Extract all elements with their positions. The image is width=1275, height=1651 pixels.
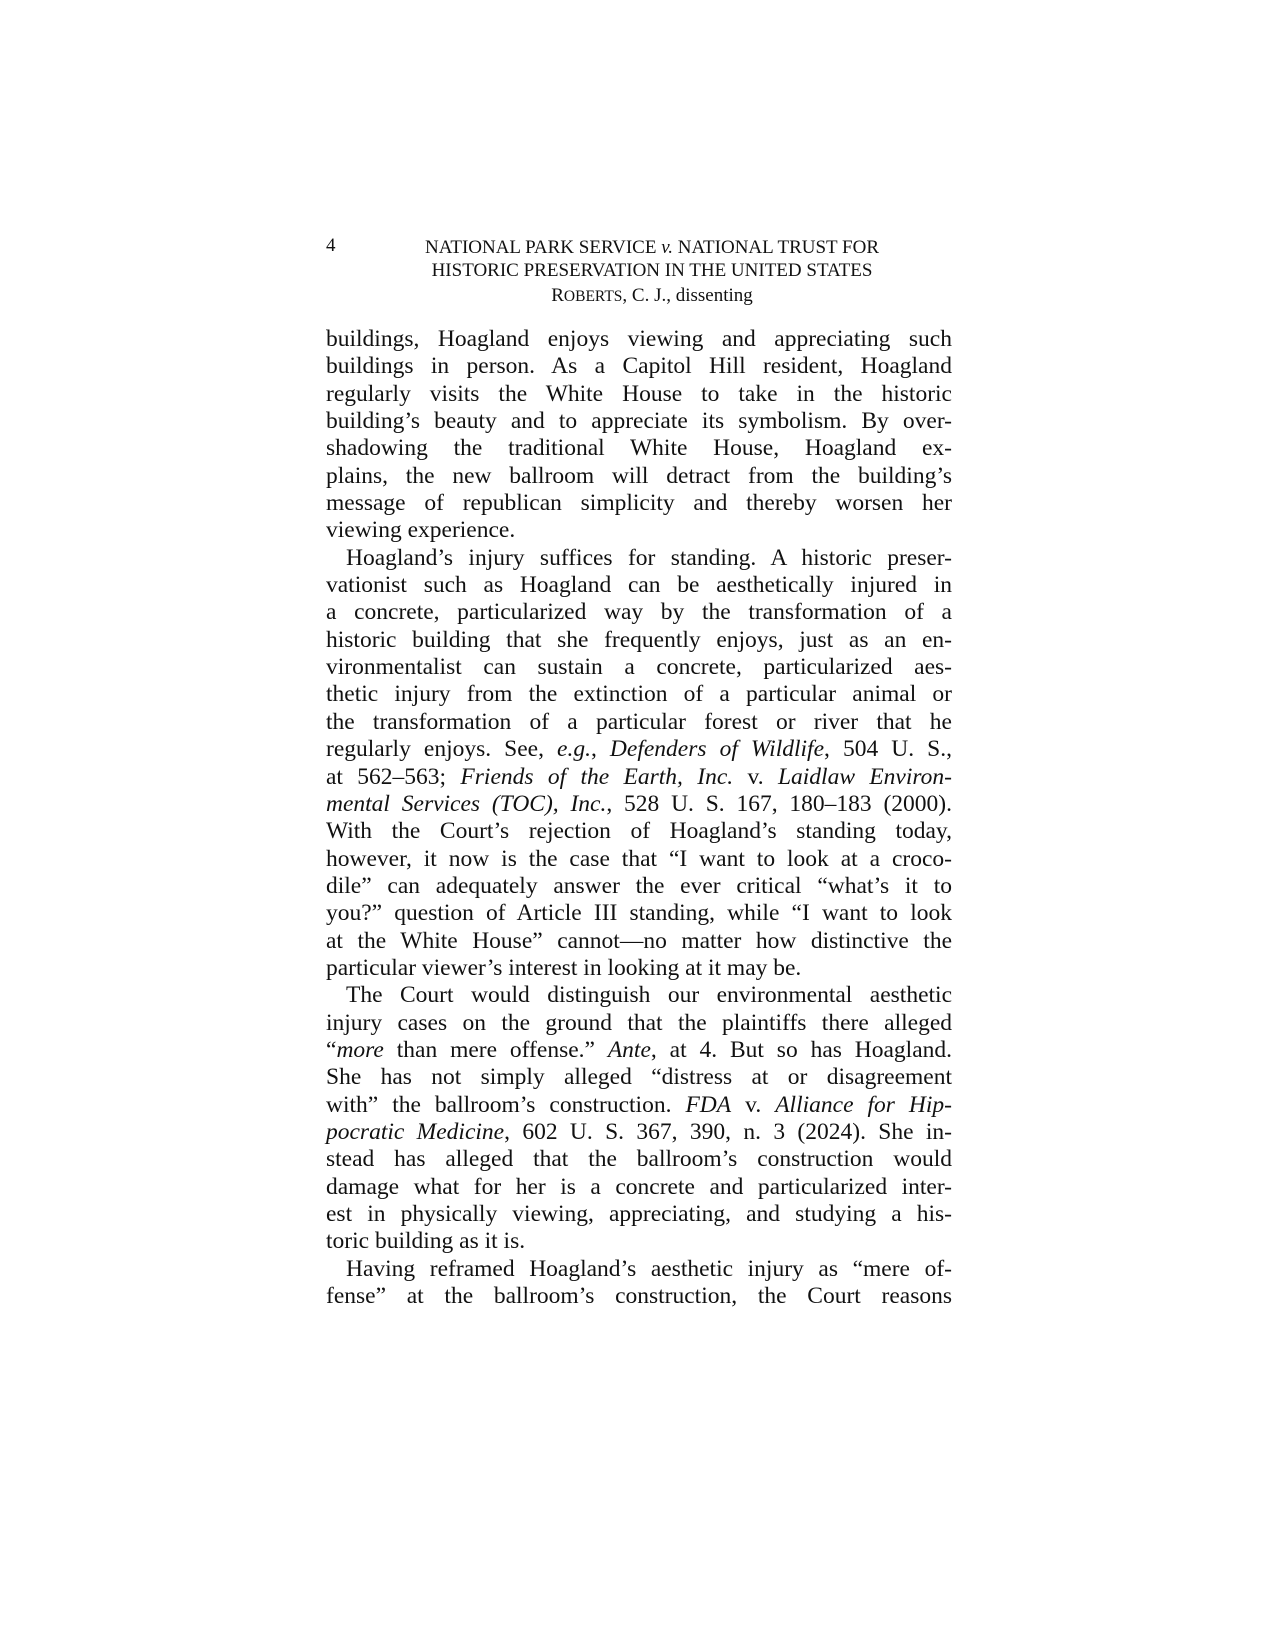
running-head <box>362 236 942 308</box>
paragraph-3 <box>326 982 952 1255</box>
text-line <box>326 1092 952 1119</box>
text-line: historic building that she frequently enjoys, just as an en- <box>326 626 952 653</box>
text-line: Having reframed Hoagland’s aesthetic injury as “mere of- <box>346 1255 952 1282</box>
case-name: pocratic Medicine <box>326 1118 505 1145</box>
case-name: Friends of the Earth, Inc. <box>460 763 734 790</box>
text-line: vationist such as Hoagland can be aesthetically injured in <box>326 572 952 599</box>
text-line: est in physically viewing, appreciating, and studying a his- <box>326 1201 952 1227</box>
text-line: the transformation of a particular forest or river that he <box>326 708 952 735</box>
case-title-line-2: HISTORIC PRESERVATION IN THE UNITED STATES <box>431 260 873 281</box>
case-title-party-1: NATIONAL PARK SERVICE <box>425 237 662 258</box>
paragraph-2 <box>326 545 952 983</box>
emphasis: more <box>336 1036 384 1063</box>
text-line: dile” can adequately answer the ever critical “what’s it to <box>326 872 952 899</box>
text-line: viewing experience. <box>326 517 516 544</box>
text-run: , at 4. But so has Hoagland. <box>650 1036 952 1063</box>
text-run: with” the ballroom’s construction. <box>326 1091 686 1118</box>
text-line: The Court would distinguish our environmental aesthetic <box>346 982 952 1009</box>
citation-ante: Ante <box>607 1036 651 1063</box>
text-line: fense” at the ballroom’s construction, the Court reasons <box>326 1283 952 1310</box>
text-run: “ <box>326 1036 337 1063</box>
opinion-body <box>326 326 952 1310</box>
text-run: at 562–563; <box>326 763 461 790</box>
text-run: , 528 U. S. 167, 180–183 (2000). <box>606 790 952 817</box>
author-suffix: , C. J., dissenting <box>622 285 753 306</box>
text-line: buildings, Hoagland enjoys viewing and appreciating such <box>326 326 952 352</box>
text-line: shadowing the traditional White House, Hoagland ex- <box>326 435 952 462</box>
citation-signal: e.g. <box>557 736 591 763</box>
case-title-party-2: NATIONAL TRUST FOR <box>672 237 879 258</box>
text-line: stead has alleged that the ballroom’s construction would <box>326 1146 952 1173</box>
paragraph-1 <box>326 326 952 545</box>
versus-abbrev: v. <box>661 237 673 258</box>
text-run: v. <box>731 1091 776 1118</box>
text-line: particular viewer’s interest in looking at it may be. <box>326 954 802 981</box>
text-line: injury cases on the ground that the plaintiffs there alleged <box>326 1009 952 1036</box>
text-line: thetic injury from the extinction of a particular animal or <box>326 681 952 708</box>
text-line: regularly visits the White House to take in the historic <box>326 380 952 407</box>
text-line: toric building as it is. <box>326 1228 526 1255</box>
text-line: Hoagland’s injury suffices for standing. A historic preser- <box>346 544 952 571</box>
case-name: Alliance for Hip- <box>775 1091 952 1118</box>
text-line: building’s beauty and to appreciate its symbolism. By over- <box>326 408 952 435</box>
case-name: Laidlaw Environ- <box>777 763 952 790</box>
text-line: message of republican simplicity and thereby worsen her <box>326 490 952 517</box>
page-number: 4 <box>326 235 336 256</box>
text-line: you?” question of Article III standing, while “I want to look <box>326 900 952 927</box>
text-line: at the White House” cannot—no matter how distinctive the <box>326 927 952 954</box>
text-line: vironmentalist can sustain a concrete, particularized aes- <box>326 654 952 681</box>
case-name: Defenders of Wildlife <box>609 736 825 763</box>
text-run: than mere offense.” <box>383 1036 608 1063</box>
text-line: plains, the new ballroom will detract from the building’s <box>326 462 952 489</box>
text-line: buildings in person. As a Capitol Hill resident, Hoagland <box>326 353 952 380</box>
paragraph-4 <box>326 1256 952 1311</box>
text-line: a concrete, particularized way by the transformation of a <box>326 599 952 626</box>
text-line <box>326 1037 952 1064</box>
text-line <box>326 764 952 791</box>
text-run: , <box>590 736 610 763</box>
text-line <box>326 791 952 818</box>
text-line <box>326 736 952 763</box>
text-line: She has not simply alleged “distress at or disagreement <box>326 1064 952 1091</box>
text-run: , 504 U. S., <box>824 736 952 763</box>
text-line: however, it now is the case that “I want to look at a croco- <box>326 845 952 872</box>
case-name: FDA <box>685 1091 732 1118</box>
text-run: , 602 U. S. 367, 390, n. 3 (2024). She in- <box>504 1118 952 1145</box>
opinion-author <box>362 284 942 308</box>
case-title-line-1 <box>362 236 942 259</box>
text-run: v. <box>733 763 778 790</box>
text-line <box>326 1119 952 1146</box>
text-line: damage what for her is a concrete and particularized inter- <box>326 1173 952 1200</box>
text-line: With the Court’s rejection of Hoagland’s standing today, <box>326 818 952 845</box>
author-name-smallcaps: OBERTS <box>563 288 623 305</box>
author-initial: R <box>551 285 564 306</box>
case-name: mental Services (TOC), Inc. <box>326 790 607 817</box>
text-run: regularly enjoys. See, <box>326 736 558 763</box>
